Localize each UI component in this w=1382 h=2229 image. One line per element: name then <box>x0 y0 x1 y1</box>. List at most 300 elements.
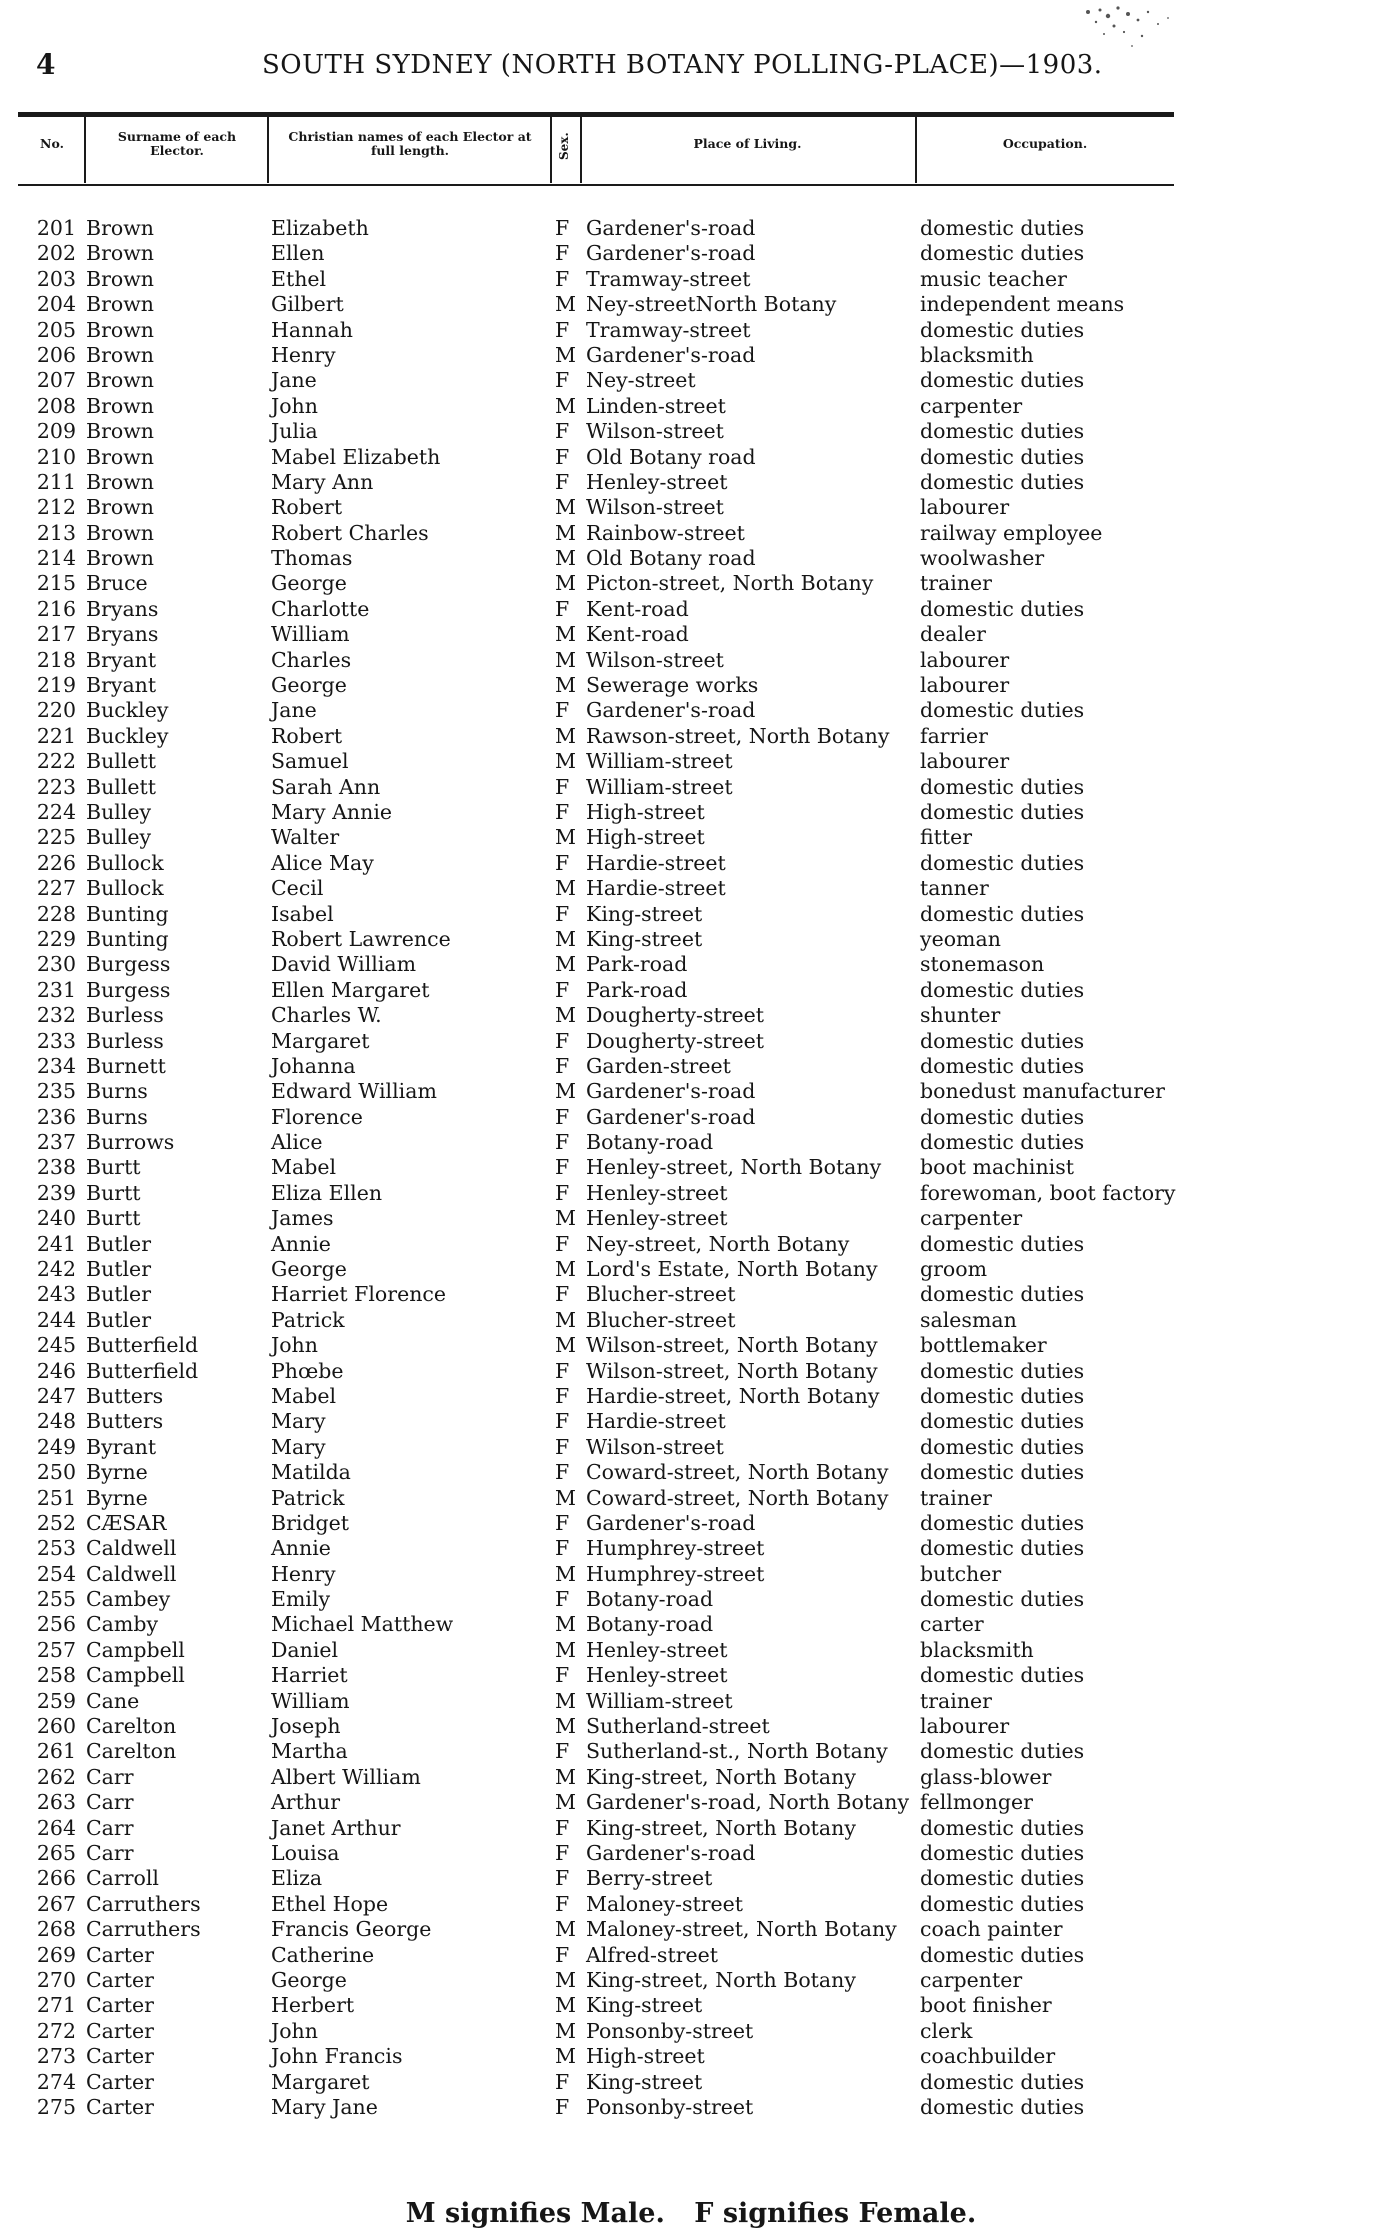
elector-christian-names: Matilda <box>271 1460 351 1485</box>
elector-place-of-living: King-street <box>586 901 703 926</box>
elector-occupation: domestic duties <box>920 1536 1085 1561</box>
table-row <box>0 1714 1382 1739</box>
elector-christian-names: Johanna <box>271 1053 356 1078</box>
elector-sex: F <box>555 469 570 494</box>
elector-place-of-living: Henley-street <box>586 469 728 494</box>
elector-place-of-living: Gardener's-road <box>586 241 756 266</box>
elector-occupation: domestic duties <box>920 1942 1085 1967</box>
table-row <box>0 876 1382 901</box>
elector-number: 260 <box>36 1714 76 1739</box>
elector-christian-names: George <box>271 673 347 698</box>
elector-place-of-living: Coward-street, North Botany <box>586 1460 889 1485</box>
table-row <box>0 1968 1382 1993</box>
elector-christian-names: Cecil <box>271 876 324 901</box>
column-divider <box>267 117 269 183</box>
elector-surname: Burnett <box>86 1053 166 1078</box>
elector-surname: Brown <box>86 393 154 418</box>
elector-place-of-living: Humphrey-street <box>586 1561 765 1586</box>
elector-number: 254 <box>36 1561 76 1586</box>
elector-christian-names: Henry <box>271 342 336 367</box>
elector-occupation: domestic duties <box>920 977 1085 1002</box>
elector-surname: Bulley <box>86 799 152 824</box>
elector-surname: Bullock <box>86 850 164 875</box>
elector-surname: Carter <box>86 2018 154 2043</box>
elector-sex: M <box>555 1561 576 1586</box>
elector-surname: Butterfield <box>86 1333 199 1358</box>
elector-surname: Carelton <box>86 1739 177 1764</box>
table-row <box>0 470 1382 495</box>
elector-place-of-living: Ney-street, North Botany <box>586 1231 850 1256</box>
elector-occupation: boot machinist <box>920 1155 1074 1180</box>
table-row <box>0 1155 1382 1180</box>
table-row <box>0 775 1382 800</box>
elector-surname: Bunting <box>86 901 169 926</box>
elector-place-of-living: Gardener's-road <box>586 216 756 240</box>
elector-place-of-living: Botany-road <box>586 1130 714 1155</box>
elector-sex: M <box>555 1307 576 1332</box>
table-row <box>0 521 1382 546</box>
elector-surname: Campbell <box>86 1663 185 1688</box>
elector-christian-names: Robert <box>271 495 343 520</box>
table-row <box>0 1130 1382 1155</box>
elector-surname: Buckley <box>86 698 169 723</box>
elector-sex: M <box>555 1790 576 1815</box>
elector-place-of-living: Lord's Estate, North Botany <box>586 1257 878 1282</box>
elector-number: 204 <box>36 292 76 317</box>
elector-place-of-living: Sewerage works <box>586 673 759 698</box>
elector-sex: F <box>555 1460 570 1485</box>
elector-surname: Brown <box>86 342 154 367</box>
elector-number: 252 <box>36 1510 76 1535</box>
elector-place-of-living: Henley-street <box>586 1180 728 1205</box>
column-divider <box>550 117 552 183</box>
elector-sex: M <box>555 1917 576 1942</box>
elector-place-of-living: King-street, North Botany <box>586 1764 856 1789</box>
elector-surname: Burrows <box>86 1130 175 1155</box>
elector-place-of-living: Henley-street <box>586 1206 728 1231</box>
elector-occupation: domestic duties <box>920 1282 1085 1307</box>
legend-footer <box>0 2198 1382 2229</box>
table-row <box>0 1282 1382 1307</box>
elector-number: 229 <box>36 926 76 951</box>
elector-occupation: domestic duties <box>920 2069 1085 2094</box>
elector-sex: F <box>555 1841 570 1865</box>
elector-christian-names: Mabel <box>271 1383 337 1408</box>
elector-christian-names: Thomas <box>271 546 353 571</box>
elector-sex: M <box>555 1993 576 2018</box>
elector-sex: F <box>555 1866 570 1891</box>
elector-sex: M <box>555 1003 576 1028</box>
elector-number: 244 <box>36 1307 76 1332</box>
elector-sex: M <box>555 495 576 520</box>
header-surname: Surname of each Elector. <box>117 129 237 158</box>
elector-sex: M <box>555 571 576 596</box>
elector-sex: M <box>555 1967 576 1992</box>
elector-place-of-living: Botany-road <box>586 1612 714 1637</box>
elector-number: 243 <box>36 1282 76 1307</box>
elector-place-of-living: Gardener's-road, North Botany <box>586 1790 910 1815</box>
elector-number: 256 <box>36 1612 76 1637</box>
elector-christian-names: James <box>271 1206 334 1231</box>
elector-sex: F <box>555 977 570 1002</box>
elector-number: 253 <box>36 1536 76 1561</box>
elector-place-of-living: King-street <box>586 2069 703 2094</box>
elector-place-of-living: Sutherland-st., North Botany <box>586 1739 888 1764</box>
elector-occupation: domestic duties <box>920 698 1085 723</box>
elector-occupation: fitter <box>920 825 973 850</box>
elector-number: 230 <box>36 952 76 977</box>
elector-sex: F <box>555 1510 570 1535</box>
elector-surname: Brown <box>86 317 154 342</box>
table-row <box>0 952 1382 977</box>
elector-christian-names: Ethel <box>271 266 327 291</box>
elector-number: 222 <box>36 749 76 774</box>
elector-christian-names: Harriet <box>271 1663 348 1688</box>
elector-occupation: domestic duties <box>920 1866 1085 1891</box>
table-row <box>0 1003 1382 1028</box>
table-row <box>0 394 1382 419</box>
elector-place-of-living: Henley-street <box>586 1637 728 1662</box>
elector-surname: Caldwell <box>86 1536 177 1561</box>
elector-christian-names: Annie <box>271 1231 331 1256</box>
table-row <box>0 1054 1382 1079</box>
elector-christian-names: William <box>271 1688 350 1713</box>
table-row <box>0 1232 1382 1257</box>
elector-occupation: shunter <box>920 1003 1001 1028</box>
elector-number: 268 <box>36 1917 76 1942</box>
elector-place-of-living: William-street <box>586 774 733 799</box>
elector-place-of-living: Maloney-street <box>586 1891 744 1916</box>
table-row <box>0 1638 1382 1663</box>
elector-number: 269 <box>36 1942 76 1967</box>
table-row <box>0 419 1382 444</box>
elector-surname: Carr <box>86 1815 134 1840</box>
elector-christian-names: Louisa <box>271 1841 340 1865</box>
elector-christian-names: Hannah <box>271 317 353 342</box>
elector-surname: Burgess <box>86 977 171 1002</box>
elector-surname: Brown <box>86 444 154 469</box>
column-divider <box>915 117 917 183</box>
elector-number: 215 <box>36 571 76 596</box>
elector-place-of-living: Wilson-street <box>586 647 724 672</box>
elector-sex: M <box>555 2018 576 2043</box>
elector-christian-names: Julia <box>271 419 318 444</box>
header-christian-names: Christian names of each Elector at full length. <box>288 129 532 158</box>
elector-surname: Burtt <box>86 1155 141 1180</box>
elector-number: 228 <box>36 901 76 926</box>
elector-occupation: dealer <box>920 622 986 647</box>
elector-number: 221 <box>36 723 76 748</box>
elector-christian-names: Ethel Hope <box>271 1891 389 1916</box>
table-row <box>0 1333 1382 1358</box>
elector-place-of-living: Rawson-street, North Botany <box>586 723 890 748</box>
elector-surname: Burless <box>86 1028 164 1053</box>
elector-surname: Butters <box>86 1409 164 1434</box>
elector-sex: M <box>555 292 576 317</box>
elector-occupation: domestic duties <box>920 596 1085 621</box>
elector-place-of-living: High-street <box>586 799 705 824</box>
table-row <box>0 2095 1382 2120</box>
elector-place-of-living: Old Botany road <box>586 444 756 469</box>
elector-number: 246 <box>36 1358 76 1383</box>
elector-sex: F <box>555 1104 570 1129</box>
elector-surname: Butterfield <box>86 1358 199 1383</box>
elector-christian-names: Jane <box>271 698 317 723</box>
elector-place-of-living: Wilson-street <box>586 495 724 520</box>
elector-place-of-living: Ponsonby-street <box>586 2018 754 2043</box>
elector-number: 202 <box>36 241 76 266</box>
elector-place-of-living: Linden-street <box>586 393 726 418</box>
elector-christian-names: Robert Charles <box>271 520 429 545</box>
elector-occupation: trainer <box>920 571 992 596</box>
elector-number: 264 <box>36 1815 76 1840</box>
elector-number: 220 <box>36 698 76 723</box>
elector-number: 258 <box>36 1663 76 1688</box>
elector-place-of-living: Hardie-street <box>586 850 726 875</box>
elector-occupation: domestic duties <box>920 1841 1085 1865</box>
table-row <box>0 851 1382 876</box>
elector-surname: Cane <box>86 1688 140 1713</box>
header-top-rule <box>18 112 1174 117</box>
elector-place-of-living: Humphrey-street <box>586 1536 765 1561</box>
table-row <box>0 724 1382 749</box>
elector-christian-names: Elizabeth <box>271 216 369 240</box>
elector-number: 275 <box>36 2094 76 2119</box>
elector-occupation: domestic duties <box>920 1434 1085 1459</box>
elector-number: 273 <box>36 2044 76 2069</box>
table-row <box>0 978 1382 1003</box>
elector-surname: Burgess <box>86 952 171 977</box>
elector-number: 272 <box>36 2018 76 2043</box>
elector-sex: M <box>555 1688 576 1713</box>
elector-number: 270 <box>36 1967 76 1992</box>
elector-christian-names: Harriet Florence <box>271 1282 447 1307</box>
elector-christian-names: Daniel <box>271 1637 339 1662</box>
elector-surname: Carr <box>86 1790 134 1815</box>
elector-occupation: domestic duties <box>920 2094 1085 2119</box>
elector-surname: Bryans <box>86 622 159 647</box>
table-row <box>0 800 1382 825</box>
table-row <box>0 241 1382 266</box>
elector-occupation: labourer <box>920 647 1010 672</box>
elector-number: 210 <box>36 444 76 469</box>
elector-surname: Butler <box>86 1257 151 1282</box>
elector-sex: F <box>555 596 570 621</box>
elector-occupation: labourer <box>920 673 1010 698</box>
elector-sex: M <box>555 1764 576 1789</box>
elector-occupation: domestic duties <box>920 216 1085 240</box>
elector-sex: M <box>555 622 576 647</box>
elector-number: 203 <box>36 266 76 291</box>
elector-christian-names: Alice May <box>271 850 374 875</box>
elector-occupation: labourer <box>920 495 1010 520</box>
elector-place-of-living: William-street <box>586 749 733 774</box>
elector-sex: M <box>555 393 576 418</box>
elector-christian-names: Charles W. <box>271 1003 382 1028</box>
table-row <box>0 368 1382 393</box>
table-row <box>0 902 1382 927</box>
elector-sex: F <box>555 1587 570 1612</box>
elector-surname: Carruthers <box>86 1891 201 1916</box>
header-no: No. <box>40 136 64 151</box>
table-row <box>0 1816 1382 1841</box>
elector-surname: Burtt <box>86 1180 141 1205</box>
elector-place-of-living: William-street <box>586 1688 733 1713</box>
elector-sex: F <box>555 1358 570 1383</box>
elector-sex: F <box>555 799 570 824</box>
elector-christian-names: Charlotte <box>271 596 370 621</box>
table-row <box>0 546 1382 571</box>
elector-sex: M <box>555 1612 576 1637</box>
elector-surname: Byrant <box>86 1434 157 1459</box>
elector-occupation: carpenter <box>920 1206 1023 1231</box>
elector-occupation: carpenter <box>920 393 1023 418</box>
elector-place-of-living: Berry-street <box>586 1866 713 1891</box>
elector-christian-names: Sarah Ann <box>271 774 381 799</box>
elector-surname: Bunting <box>86 926 169 951</box>
elector-number: 249 <box>36 1434 76 1459</box>
elector-place-of-living: Garden-street <box>586 1053 731 1078</box>
elector-number: 219 <box>36 673 76 698</box>
elector-christian-names: John Francis <box>271 2044 403 2069</box>
elector-surname: Brown <box>86 292 154 317</box>
elector-number: 207 <box>36 368 76 393</box>
header-sex-label: Sex. <box>557 132 571 160</box>
elector-sex: M <box>555 342 576 367</box>
table-row <box>0 673 1382 698</box>
elector-surname: Carter <box>86 2044 154 2069</box>
elector-occupation: domestic duties <box>920 1231 1085 1256</box>
table-row <box>0 1943 1382 1968</box>
elector-christian-names: Arthur <box>271 1790 341 1815</box>
elector-number: 214 <box>36 546 76 571</box>
elector-place-of-living: Gardener's-road <box>586 1079 756 1104</box>
elector-sex: M <box>555 749 576 774</box>
elector-place-of-living: Park-road <box>586 977 688 1002</box>
elector-christian-names: Gilbert <box>271 292 344 317</box>
elector-occupation: domestic duties <box>920 241 1085 266</box>
elector-surname: CÆSAR <box>86 1510 167 1535</box>
table-row <box>0 1359 1382 1384</box>
elector-surname: Carelton <box>86 1714 177 1739</box>
elector-place-of-living: Ney-street <box>586 368 696 393</box>
elector-number: 209 <box>36 419 76 444</box>
elector-occupation: domestic duties <box>920 317 1085 342</box>
elector-occupation: domestic duties <box>920 444 1085 469</box>
elector-sex: M <box>555 876 576 901</box>
table-row <box>0 1866 1382 1891</box>
table-row <box>0 698 1382 723</box>
elector-surname: Butler <box>86 1282 151 1307</box>
elector-sex: F <box>555 419 570 444</box>
elector-place-of-living: Tramway-street <box>586 317 751 342</box>
elector-occupation: blacksmith <box>920 342 1034 367</box>
elector-surname: Brown <box>86 520 154 545</box>
elector-place-of-living: Sutherland-street <box>586 1714 770 1739</box>
elector-place-of-living: King-street <box>586 926 703 951</box>
elector-sex: F <box>555 1739 570 1764</box>
elector-sex: F <box>555 1891 570 1916</box>
elector-number: 217 <box>36 622 76 647</box>
elector-surname: Butler <box>86 1231 151 1256</box>
elector-occupation: fellmonger <box>920 1790 1033 1815</box>
elector-christian-names: George <box>271 1257 347 1282</box>
elector-christian-names: Mary Annie <box>271 799 393 824</box>
elector-surname: Carr <box>86 1841 134 1865</box>
page-title: SOUTH SYDNEY (NORTH BOTANY POLLING-PLACE)—1903. <box>262 50 1103 80</box>
elector-place-of-living: Kent-road <box>586 596 689 621</box>
elector-christian-names: Joseph <box>271 1714 341 1739</box>
table-row <box>0 1460 1382 1485</box>
elector-number: 242 <box>36 1257 76 1282</box>
elector-surname: Brown <box>86 419 154 444</box>
elector-surname: Butters <box>86 1383 164 1408</box>
table-row <box>0 1663 1382 1688</box>
column-divider <box>580 117 582 183</box>
elector-place-of-living: Hardie-street, North Botany <box>586 1383 880 1408</box>
elector-christian-names: Annie <box>271 1536 331 1561</box>
elector-occupation: domestic duties <box>920 1053 1085 1078</box>
elector-christian-names: Eliza Ellen <box>271 1180 383 1205</box>
elector-number: 224 <box>36 799 76 824</box>
elector-number: 271 <box>36 1993 76 2018</box>
elector-number: 206 <box>36 342 76 367</box>
table-row <box>0 1206 1382 1231</box>
elector-surname: Carter <box>86 2069 154 2094</box>
elector-occupation: railway employee <box>920 520 1103 545</box>
elector-place-of-living: Wilson-street <box>586 419 724 444</box>
table-row <box>0 1257 1382 1282</box>
elector-sex: F <box>555 1434 570 1459</box>
elector-occupation: glass-blower <box>920 1764 1052 1789</box>
elector-sex: F <box>555 1053 570 1078</box>
elector-place-of-living: Kent-road <box>586 622 689 647</box>
elector-number: 261 <box>36 1739 76 1764</box>
elector-place-of-living: Henley-street, North Botany <box>586 1155 882 1180</box>
elector-christian-names: Mary <box>271 1434 326 1459</box>
elector-surname: Carr <box>86 1764 134 1789</box>
elector-sex: M <box>555 1637 576 1662</box>
table-row <box>0 1765 1382 1790</box>
elector-christian-names: Michael Matthew <box>271 1612 454 1637</box>
elector-christian-names: Jane <box>271 368 317 393</box>
elector-christian-names: Mary Jane <box>271 2094 378 2119</box>
elector-number: 250 <box>36 1460 76 1485</box>
elector-occupation: domestic duties <box>920 1815 1085 1840</box>
elector-place-of-living: Tramway-street <box>586 266 751 291</box>
elector-christian-names: Isabel <box>271 901 334 926</box>
elector-christian-names: Albert William <box>271 1764 421 1789</box>
elector-surname: Brown <box>86 266 154 291</box>
elector-sex: F <box>555 1180 570 1205</box>
elector-sex: M <box>555 1333 576 1358</box>
table-row <box>0 1587 1382 1612</box>
elector-sex: F <box>555 1231 570 1256</box>
elector-sex: M <box>555 1714 576 1739</box>
elector-christian-names: George <box>271 571 347 596</box>
elector-christian-names: Robert Lawrence <box>271 926 451 951</box>
elector-place-of-living: Blucher-street <box>586 1307 736 1332</box>
elector-occupation: blacksmith <box>920 1637 1034 1662</box>
elector-occupation: domestic duties <box>920 1104 1085 1129</box>
elector-number: 233 <box>36 1028 76 1053</box>
table-row <box>0 495 1382 520</box>
elector-occupation: domestic duties <box>920 799 1085 824</box>
elector-place-of-living: High-street <box>586 2044 705 2069</box>
elector-number: 231 <box>36 977 76 1002</box>
elector-place-of-living: Rainbow-street <box>586 520 745 545</box>
elector-surname: Butler <box>86 1307 151 1332</box>
